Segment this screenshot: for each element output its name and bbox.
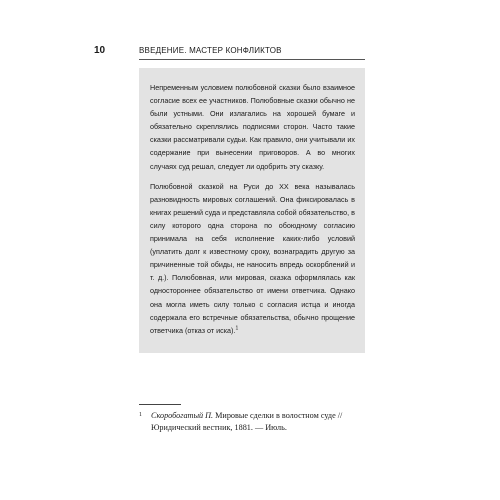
footnote-body — [151, 410, 365, 434]
footnote-text: Мировые сделки в волостном суде // Юридический вестник, 1881. — Июль. — [151, 411, 343, 432]
box-paragraph-1: Непременным условием полюбовной сказки было взаимное согласие всех ее участников. Полюбовные сказки обычно не были устными. Они излагались на хорошей бумаге и обязательно скреплялись подписями сторон. Часто такие сказки рассматривали судьи. Как правило, они учитывали их содержание при вынесении приговоров. А во многих случаях суд решал, следует ли одобрить эту сказку. — [150, 83, 355, 171]
footnote-author: Скоробогатый П. — [151, 411, 214, 420]
footnote — [139, 410, 365, 434]
box-paragraph-2-text: Полюбовной сказкой на Руси до XX века называлась разновидность мировых соглашений. Она фиксировалась в книгах решений суда и представляла собой обязательство, в силу которого одна сторона по обоюдному согласию принимала на себя исполнение каких-либо условий (уплатить долг к известному сроку, вознаградить другую за причиненные той обиды, не наносить впредь оскорблений и т. д.). Полюбовная, или мировая, сказка оформлялась как одностороннее обязательство от имени ответчика. Однако она могла иметь силу только с согласия истца и иногда содержала его встречные обязательства, обычно прощение ответчика (отказ от иска). — [150, 181, 355, 335]
footnote-rule — [139, 404, 181, 405]
running-head: ВВЕДЕНИЕ. МАСТЕР КОНФЛИКТОВ — [139, 46, 282, 55]
footnote-marker: 1 — [235, 325, 239, 332]
page-number: 10 — [94, 45, 106, 56]
box-paragraph-2 — [150, 180, 355, 337]
sidebar-box — [139, 68, 365, 353]
footnote-number: 1 — [139, 412, 142, 418]
header-rule — [139, 59, 365, 60]
